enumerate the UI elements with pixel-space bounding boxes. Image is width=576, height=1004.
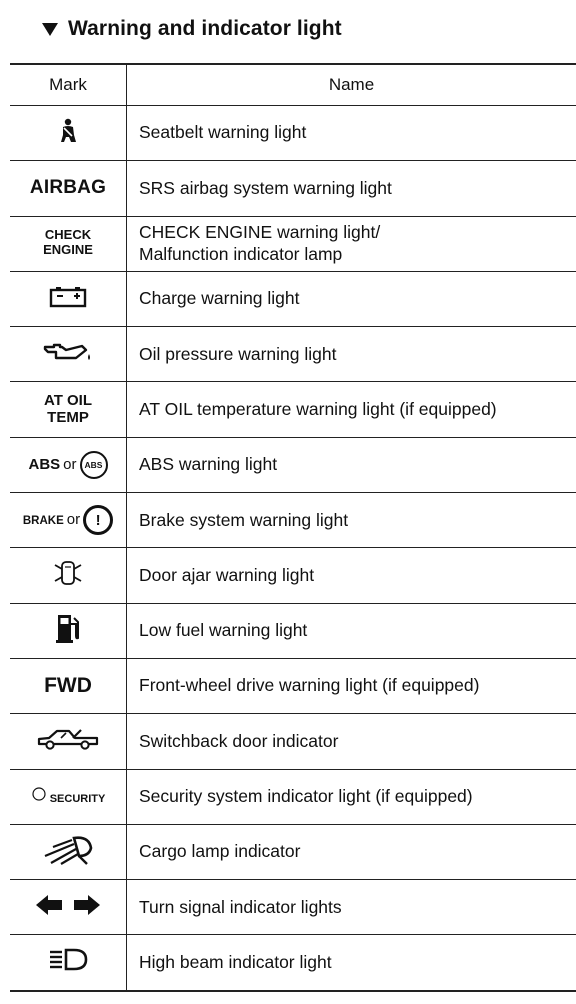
mark-cell [10,493,127,548]
check-engine-mark [43,228,93,258]
mark-cell [10,658,127,713]
abs-circle-icon: ABS [80,451,108,479]
switchback-door-icon [35,726,101,752]
table-row [10,714,576,769]
mark-line-2: ENGINE [43,242,93,258]
name-cell [127,216,576,271]
at-oil-temp-mark [44,392,92,427]
mark-cell [10,935,127,991]
name-cell: Brake system warning light [127,493,576,548]
security-label: SECURITY [49,793,106,806]
table-row [10,658,576,713]
name-cell: Charge warning light [127,271,576,326]
security-mark [31,786,106,805]
name-cell: Low fuel warning light [127,603,576,658]
table-row [10,548,576,603]
mark-line-2: TEMP [47,409,89,427]
name-line-2: Malfunction indicator lamp [139,243,343,264]
name-cell: High beam indicator light [127,935,576,991]
column-header-mark: Mark [10,64,127,106]
abs-mark: ABS [28,456,61,474]
door-ajar-icon [51,559,85,587]
name-cell: Turn signal indicator lights [127,880,576,935]
mark-cell [10,106,127,161]
table-row [10,382,576,437]
fuel-pump-icon [55,612,81,644]
table-row [10,493,576,548]
mark-cell [10,824,127,879]
mark-cell [10,271,127,326]
table-row [10,769,576,824]
mark-cell [10,216,127,271]
brake-circle-icon: ! [83,505,113,535]
mark-cell [10,382,127,437]
name-cell: Security system indicator light (if equipped) [127,769,576,824]
mark-cell [10,327,127,382]
mark-cell [10,161,127,216]
table-row [10,437,576,492]
name-cell: Switchback door indicator [127,714,576,769]
table-header-row [10,64,576,106]
or-text: or [66,511,81,529]
brake-mark: BRAKE [22,515,64,528]
table-row [10,824,576,879]
table-row [10,271,576,326]
warning-light-table [10,63,576,992]
name-cell: Seatbelt warning light [127,106,576,161]
table-row [10,106,576,161]
name-line-1: CHECK ENGINE warning light/ [139,222,381,243]
fwd-mark: FWD [44,674,92,698]
mark-cell [10,603,127,658]
column-header-name: Name [127,64,576,106]
table-row [10,161,576,216]
mark-cell [10,714,127,769]
mark-cell [10,437,127,492]
airbag-mark: AIRBAG [29,177,107,199]
battery-icon [48,285,88,309]
oil-can-icon [42,341,94,363]
name-cell: AT OIL temperature warning light (if equipped) [127,382,576,437]
mark-line-1: AT OIL [43,392,93,409]
or-text: or [63,456,77,474]
table-row [10,603,576,658]
mark-cell [10,548,127,603]
seatbelt-icon [57,118,79,144]
name-cell: Cargo lamp indicator [127,824,576,879]
name-cell: SRS airbag system warning light [127,161,576,216]
table-row [10,880,576,935]
turn-arrows-icon [34,894,102,916]
heading-text: Warning and indicator light [68,17,342,40]
table-row [10,327,576,382]
mark-line-1: CHECK [44,227,92,243]
name-cell: ABS warning light [127,437,576,492]
high-beam-icon [47,947,89,973]
mark-cell [10,880,127,935]
table-row [10,935,576,991]
cargo-lamp-icon [39,834,97,866]
table-row [10,216,576,271]
name-cell: Front-wheel drive warning light (if equipped) [127,658,576,713]
name-cell: Door ajar warning light [127,548,576,603]
page-heading [42,17,342,41]
triangle-down-icon [42,23,58,36]
security-lamp-icon [31,786,47,802]
mark-cell [10,769,127,824]
name-cell: Oil pressure warning light [127,327,576,382]
